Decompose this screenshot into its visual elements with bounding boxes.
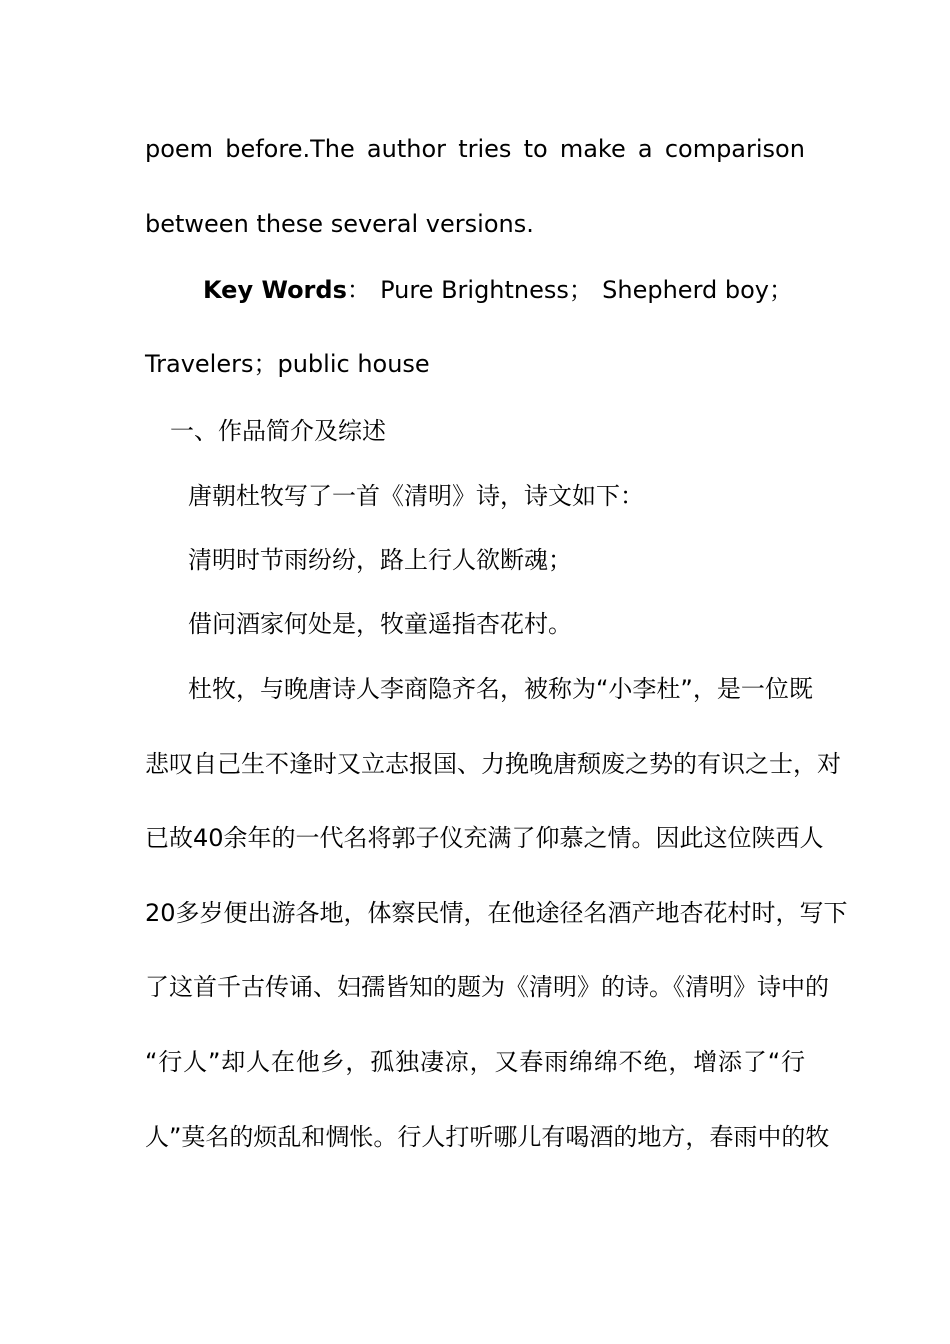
abstract-word: a <box>637 135 653 163</box>
keywords-continuation: Travelers；public house <box>145 350 430 378</box>
abstract-word: comparison <box>664 135 805 163</box>
keywords-label-group <box>203 273 371 307</box>
keywords-label: Key Words <box>203 276 347 304</box>
body-line: 人”莫名的烦乱和惆怅。行人打听哪儿有喝酒的地方，春雨中的牧 <box>145 1123 830 1151</box>
body-line: 已故40余年的一代名将郭子仪充满了仰慕之情。因此这位陕西人 <box>145 824 824 852</box>
abstract-word: author <box>366 135 447 163</box>
poem-line-1: 清明时节雨纷纷，路上行人欲断魂； <box>188 546 572 574</box>
keyword-item: Shepherd boy； <box>602 276 793 304</box>
keyword-item: Pure Brightness； <box>380 276 593 304</box>
poem-line-2: 借问酒家何处是，牧童遥指杏花村。 <box>188 610 572 638</box>
body-line: 了这首千古传诵、妇孺皆知的题为《清明》的诗。《清明》诗中的 <box>145 973 829 1001</box>
abstract-line-2: between these several versions. <box>145 210 534 238</box>
body-line: “行人”却人在他乡，孤独凄凉，又春雨绵绵不绝，增添了“行 <box>145 1048 805 1076</box>
abstract-line-1 <box>145 132 805 166</box>
abstract-word: make <box>559 135 626 163</box>
section-heading: 一、作品简介及综述 <box>170 417 386 445</box>
abstract-word: to <box>523 135 548 163</box>
keywords-colon: ： <box>346 276 371 304</box>
body-line: 杜牧，与晚唐诗人李商隐齐名，被称为“小李杜”，是一位既 <box>188 675 813 703</box>
body-line: 悲叹自己生不逢时又立志报国、力挽晚唐颓废之势的有识之士，对 <box>145 750 841 778</box>
body-line: 20多岁便出游各地，体察民情，在他途径名酒产地杏花村时，写下 <box>145 899 848 927</box>
abstract-word: poem <box>145 135 214 163</box>
intro-paragraph: 唐朝杜牧写了一首《清明》诗，诗文如下： <box>188 482 644 510</box>
abstract-word: tries <box>458 135 512 163</box>
keywords-line <box>203 273 793 307</box>
abstract-word: before.The <box>225 135 355 163</box>
